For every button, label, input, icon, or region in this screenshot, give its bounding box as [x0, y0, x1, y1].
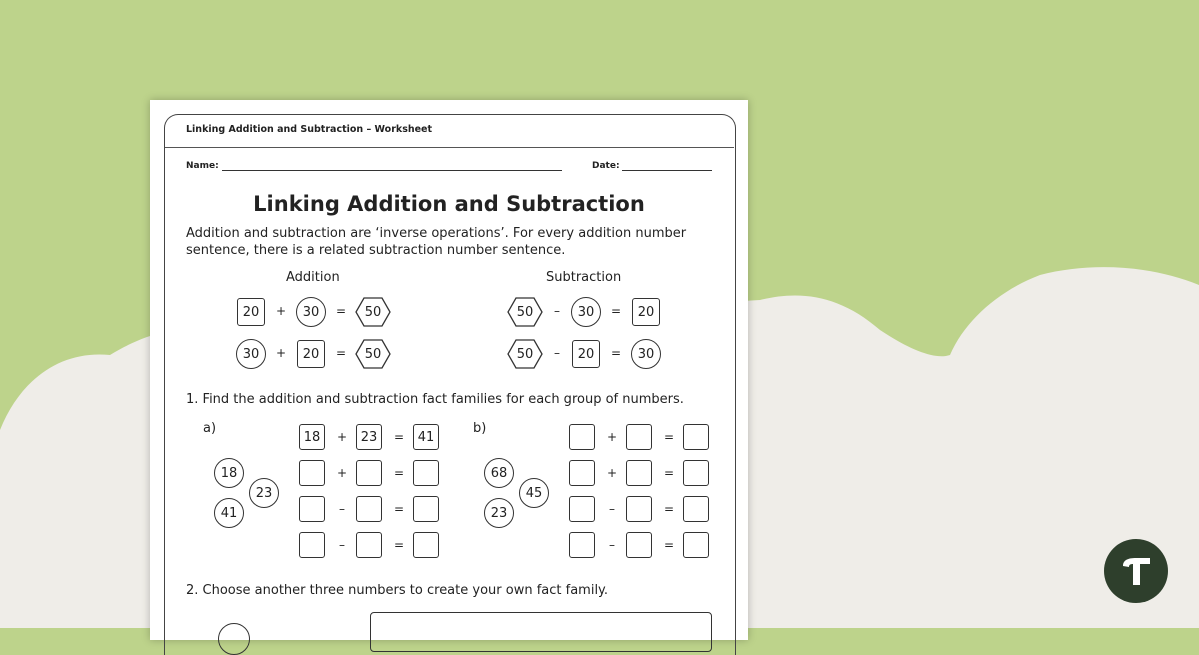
equals-sign: =: [610, 346, 622, 360]
answer-box[interactable]: [683, 532, 709, 558]
answer-box[interactable]: [569, 496, 595, 522]
example-circle: 30: [571, 297, 601, 327]
number-circle: 23: [484, 498, 514, 528]
equals-sign: =: [335, 304, 347, 318]
answer-box[interactable]: 41: [413, 424, 439, 450]
answer-box[interactable]: [413, 532, 439, 558]
hexagon-value: 50: [364, 346, 382, 362]
number-circle: 68: [484, 458, 514, 488]
question-2-text: 2. Choose another three numbers to create your own fact family.: [186, 583, 609, 598]
answer-box[interactable]: [683, 424, 709, 450]
answer-box[interactable]: [413, 496, 439, 522]
header-divider: [165, 147, 734, 148]
minus-sign: –: [339, 502, 345, 516]
intro-text: Addition and subtraction are ‘inverse operations’. For every addition number sentence, there is a related subtraction number sentence.: [186, 226, 687, 258]
equals-sign: =: [663, 502, 675, 516]
hexagon-value: 50: [516, 304, 534, 320]
minus-sign: –: [554, 346, 560, 360]
plus-sign: +: [336, 430, 348, 444]
fact-family-answer-box[interactable]: [370, 612, 712, 652]
name-field-line[interactable]: [222, 170, 562, 171]
plus-sign: +: [275, 304, 287, 318]
example-square: 20: [297, 340, 325, 368]
answer-box[interactable]: [569, 424, 595, 450]
plus-sign: +: [606, 466, 618, 480]
equals-sign: =: [393, 502, 405, 516]
answer-box[interactable]: [299, 496, 325, 522]
minus-sign: –: [554, 304, 560, 318]
answer-box[interactable]: [683, 460, 709, 486]
answer-box[interactable]: [626, 424, 652, 450]
date-field-line[interactable]: [622, 170, 712, 171]
answer-box[interactable]: [626, 460, 652, 486]
page-title: Linking Addition and Subtraction: [253, 192, 645, 216]
minus-sign: –: [609, 538, 615, 552]
example-hexagon: [355, 339, 391, 369]
hexagon-value: 50: [516, 346, 534, 362]
equals-sign: =: [663, 538, 675, 552]
equals-sign: =: [393, 430, 405, 444]
teach-starter-logo-icon[interactable]: [1104, 539, 1168, 603]
name-label: Name:: [186, 161, 219, 171]
equals-sign: =: [393, 466, 405, 480]
answer-box[interactable]: [569, 460, 595, 486]
answer-box[interactable]: [299, 532, 325, 558]
addition-heading: Addition: [286, 270, 340, 285]
equals-sign: =: [663, 430, 675, 444]
logo-glyph: [1104, 539, 1168, 603]
answer-box[interactable]: [356, 496, 382, 522]
example-circle: 30: [296, 297, 326, 327]
example-hexagon: [507, 339, 543, 369]
example-circle: 30: [631, 339, 661, 369]
number-circle: 23: [249, 478, 279, 508]
plus-sign: +: [606, 430, 618, 444]
answer-box[interactable]: [683, 496, 709, 522]
equals-sign: =: [335, 346, 347, 360]
question-1-text: 1. Find the addition and subtraction fact families for each group of numbers.: [186, 392, 684, 407]
minus-sign: –: [339, 538, 345, 552]
equals-sign: =: [610, 304, 622, 318]
example-square: 20: [237, 298, 265, 326]
number-circle: 41: [214, 498, 244, 528]
equals-sign: =: [663, 466, 675, 480]
answer-box[interactable]: [299, 460, 325, 486]
worksheet-page: [150, 100, 748, 640]
answer-box[interactable]: 18: [299, 424, 325, 450]
number-circle: 18: [214, 458, 244, 488]
example-square: 20: [632, 298, 660, 326]
worksheet-header-title: Linking Addition and Subtraction – Worksheet: [186, 124, 433, 135]
answer-box[interactable]: [626, 532, 652, 558]
answer-box[interactable]: [356, 532, 382, 558]
example-hexagon: [355, 297, 391, 327]
minus-sign: –: [609, 502, 615, 516]
example-square: 20: [572, 340, 600, 368]
answer-box[interactable]: [626, 496, 652, 522]
answer-box[interactable]: [413, 460, 439, 486]
number-circle: 45: [519, 478, 549, 508]
subtraction-heading: Subtraction: [546, 270, 622, 285]
example-hexagon: [507, 297, 543, 327]
answer-box[interactable]: [569, 532, 595, 558]
example-circle: 30: [236, 339, 266, 369]
plus-sign: +: [275, 346, 287, 360]
part-a-label: a): [203, 421, 217, 436]
date-label: Date:: [592, 161, 620, 171]
hexagon-value: 50: [364, 304, 382, 320]
answer-box[interactable]: [356, 460, 382, 486]
answer-box[interactable]: 23: [356, 424, 382, 450]
part-b-label: b): [473, 421, 487, 436]
plus-sign: +: [336, 466, 348, 480]
equals-sign: =: [393, 538, 405, 552]
